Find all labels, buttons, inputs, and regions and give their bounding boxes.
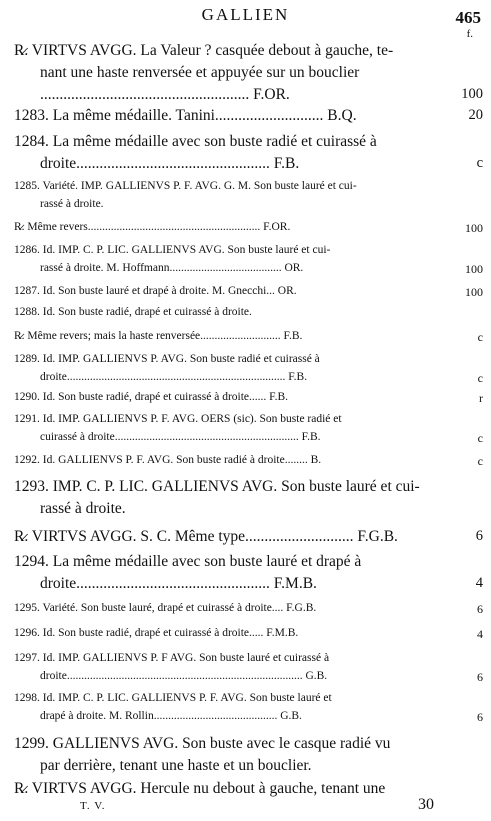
entry-line: 1288. Id. Son buste radié, drapé et cuirassé à droite. xyxy=(14,306,252,318)
entry-line: rassé à droite. M. Hoffmann....................................... OR. xyxy=(40,262,304,274)
entry-line: 1293. IMP. C. P. LIC. GALLIENVS AVG. Son buste lauré et cui- xyxy=(14,478,420,495)
entry-line: 1299. GALLIENVS AVG. Son buste avec le casque radié vu xyxy=(14,735,391,752)
footer-signature: T. V. xyxy=(80,800,106,812)
entry-line: R̷. VIRTVS AVGG. Hercule nu debout à gauche, tenant une xyxy=(14,780,386,797)
entry-line: 1290. Id. Son buste radié, drapé et cuirassé à droite...... F.B. xyxy=(14,391,289,403)
entry-value: 6 xyxy=(477,710,483,724)
page-number: 465 xyxy=(455,8,481,27)
entry-line: rassé à droite. xyxy=(40,198,104,210)
entry-value: c xyxy=(477,330,483,344)
page-title: GALLIEN xyxy=(201,5,290,24)
entry-line: par derrière, tenant une haste et un bouclier. xyxy=(40,757,312,774)
entry-line: R̷. Même revers............................................................ F.OR. xyxy=(14,221,291,233)
entry-value: r xyxy=(479,391,483,405)
entry-line: 1284. La même médaille avec son buste radié et cuirassé à xyxy=(14,133,377,150)
entry-line: 1289. Id. IMP. GALLIENVS P. AVG. Son buste radié et cuirassé à xyxy=(14,353,320,365)
entry-line: droite............................................................................ F.B. xyxy=(40,371,308,383)
entry-value: 4 xyxy=(475,575,483,591)
entry-value: c xyxy=(477,371,483,385)
entry-line: cuirassé à droite................................................................ F.B. xyxy=(40,431,321,443)
entry-value: c xyxy=(477,431,483,445)
entry-line: ...................................................... F.OR. xyxy=(40,86,290,103)
entry-value: 6 xyxy=(477,670,483,684)
entry-value: 20 xyxy=(468,107,483,123)
entry-line: 1287. Id. Son buste lauré et drapé à droite. M. Gnecchi... OR. xyxy=(14,285,297,297)
entry-line: nant une haste renversée et appuyée sur un bouclier xyxy=(40,64,360,81)
corner-mark: f. xyxy=(466,28,473,40)
entry-line: droite.................................................................................. G.B. xyxy=(40,670,328,682)
entry-line: R̷. VIRTVS AVGG. La Valeur ? casquée debout à gauche, te- xyxy=(14,42,394,59)
entry-line: drapé à droite. M. Rollin........................................... G.B. xyxy=(40,710,302,722)
entry-value: 100 xyxy=(461,86,483,102)
entry-line: rassé à droite. xyxy=(40,500,126,517)
entry-line: droite.................................................. F.B. xyxy=(40,155,300,172)
entry-line: 1292. Id. GALLIENVS P. F. AVG. Son buste radié à droite........ B. xyxy=(14,454,322,466)
entry-line: R̷. Même revers; mais la haste renversée............................ F.B. xyxy=(14,330,303,342)
entry-value: 6 xyxy=(477,602,483,616)
entry-line: R̷. VIRTVS AVGG. S. C. Même type............................ F.G.B. xyxy=(14,528,398,545)
entry-value: 100 xyxy=(465,262,483,276)
entry-line: 1294. La même médaille avec son buste lauré et drapé à xyxy=(14,553,362,570)
entry-line: 1296. Id. Son buste radié, drapé et cuirassé à droite..... F.M.B. xyxy=(14,627,299,639)
entry-value: c xyxy=(477,454,483,468)
entry-value: 100 xyxy=(465,285,483,299)
entry-line: droite.................................................. F.M.B. xyxy=(40,575,317,592)
entry-value: c xyxy=(476,155,483,171)
footer-number: 30 xyxy=(418,796,434,813)
entry-line: 1298. Id. IMP. C. P. LIC. GALLIENVS P. F. AVG. Son buste lauré et xyxy=(14,692,332,704)
entry-value: 100 xyxy=(465,221,483,235)
entry-line: 1283. La même médaille. Tanini............................ B.Q. xyxy=(14,107,357,124)
entry-line: 1285. Variété. IMP. GALLIENVS P. F. AVG. G. M. Son buste lauré et cui- xyxy=(14,180,357,192)
entry-value: 6 xyxy=(475,528,483,544)
entry-line: 1295. Variété. Son buste lauré, drapé et cuirassé à droite.... F.G.B. xyxy=(14,602,317,614)
entry-value: 4 xyxy=(477,627,483,641)
entry-line: 1291. Id. IMP. GALLIENVS P. F. AVG. OERS (sic). Son buste radié et xyxy=(14,413,342,425)
entry-line: 1286. Id. IMP. C. P. LIC. GALLIENVS AVG. Son buste lauré et cui- xyxy=(14,244,331,256)
entry-line: 1297. Id. IMP. GALLIENVS P. F AVG. Son buste lauré et cuirassé à xyxy=(14,652,330,664)
